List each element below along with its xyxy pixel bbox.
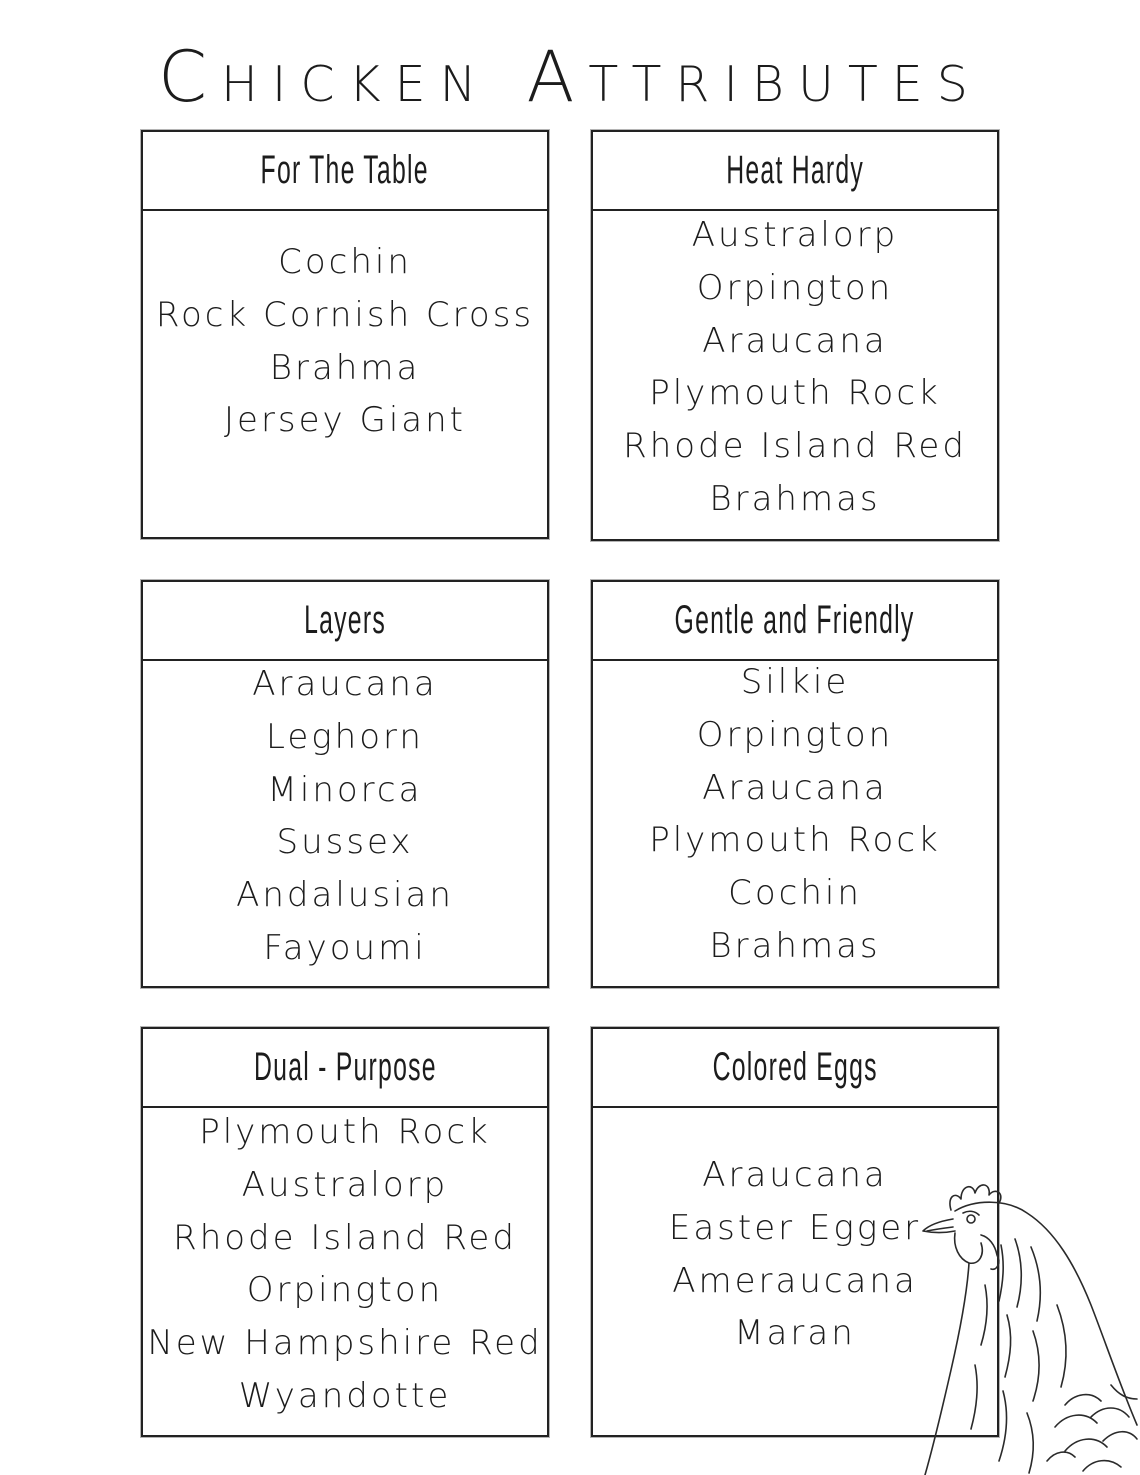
list-item: Cochin — [278, 242, 412, 282]
card-heading: Heat Hardy — [726, 148, 864, 192]
list-item: Plymouth Rock — [649, 820, 941, 861]
list-item: Australorp — [241, 1164, 449, 1205]
card-heat-hardy — [591, 130, 999, 541]
list-item: Rock Cornish Cross — [155, 294, 535, 335]
card-header — [593, 132, 997, 211]
list-item: Orpington — [696, 267, 894, 308]
list-item: Rhode Island Red — [173, 1217, 517, 1258]
list-item: Araucana — [702, 320, 888, 361]
card-for-the-table — [141, 130, 549, 539]
list-item: Orpington — [246, 1270, 444, 1311]
list-item: Rhode Island Red — [623, 426, 967, 467]
list-item: Silkie — [740, 662, 850, 702]
card-header — [593, 582, 997, 661]
list-item: Easter Egger — [668, 1207, 922, 1248]
page-title: Chicken Attributes — [158, 36, 982, 118]
list-item: Leghorn — [266, 716, 424, 757]
card-header — [143, 132, 547, 211]
card-header — [143, 1029, 547, 1108]
list-item: Cochin — [728, 873, 862, 914]
list-item: Araucana — [702, 767, 888, 808]
breed-list — [143, 1106, 547, 1423]
list-item: Ameraucana — [672, 1260, 918, 1301]
card-gentle-and-friendly — [591, 580, 999, 988]
card-header — [593, 1029, 997, 1108]
list-item: Jersey Giant — [224, 400, 466, 441]
card-layers — [141, 580, 549, 988]
card-heading: Colored Eggs — [712, 1045, 878, 1089]
chicken-illustration-icon — [915, 1155, 1140, 1475]
breed-list — [143, 658, 547, 975]
breed-list — [593, 209, 997, 526]
list-item: Brahmas — [709, 478, 881, 519]
list-item: Australorp — [691, 215, 899, 255]
card-header — [143, 582, 547, 661]
list-item: Orpington — [696, 714, 894, 755]
card-heading: Layers — [304, 598, 386, 642]
list-item: Plymouth Rock — [199, 1112, 491, 1152]
card-heading: For The Table — [260, 148, 430, 192]
card-dual-purpose — [141, 1027, 549, 1437]
list-item: Minorca — [267, 769, 423, 810]
card-heading: Dual - Purpose — [253, 1045, 437, 1089]
list-item: Sussex — [276, 822, 414, 863]
list-item: Wyandotte — [238, 1375, 452, 1416]
list-item: New Hampshire Red — [147, 1323, 543, 1364]
list-item: Fayoumi — [263, 927, 427, 968]
list-item: Araucana — [252, 664, 438, 704]
list-item: Plymouth Rock — [649, 373, 941, 414]
breed-list — [593, 656, 997, 973]
list-item: Andalusian — [236, 875, 454, 916]
card-heading: Gentle and Friendly — [675, 598, 915, 642]
breed-list — [143, 236, 547, 447]
list-item: Brahmas — [709, 925, 881, 966]
list-item: Maran — [734, 1313, 856, 1354]
list-item: Araucana — [702, 1155, 888, 1195]
list-item: Brahma — [269, 347, 421, 388]
